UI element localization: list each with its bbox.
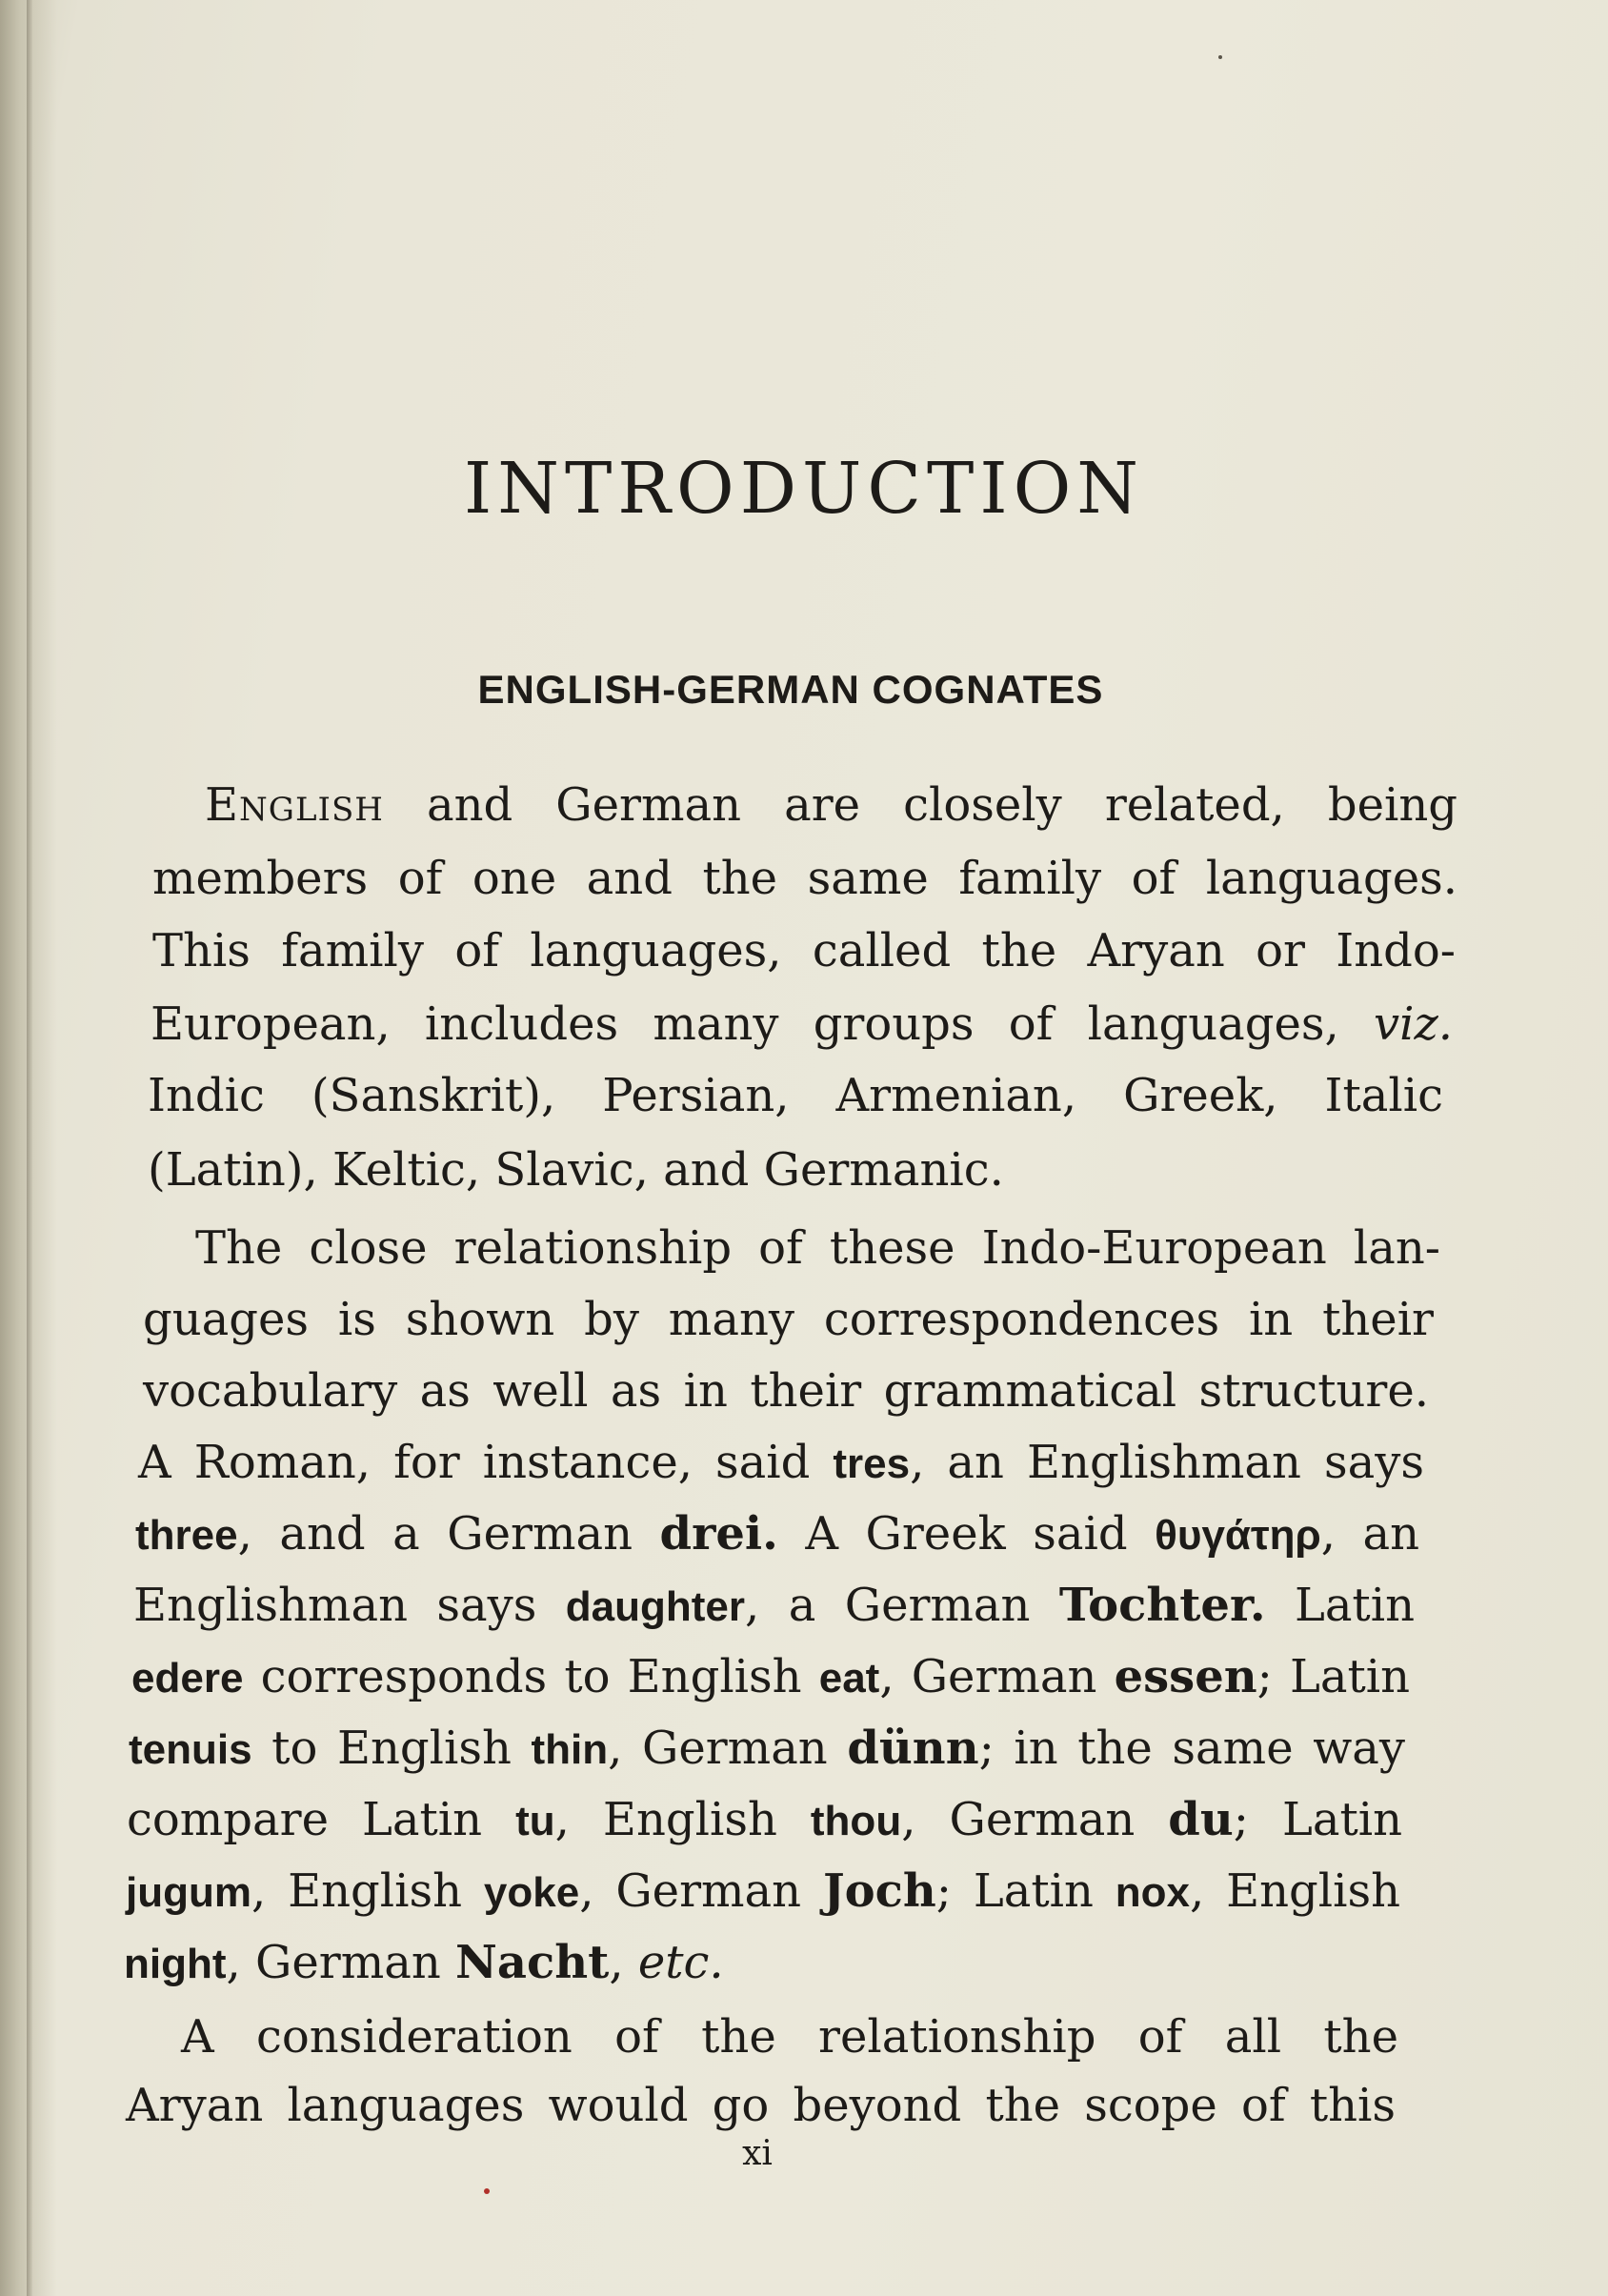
text-run: , English xyxy=(1189,1864,1401,1918)
text-run: European, includes many groups of languages, xyxy=(151,997,1374,1051)
text-line xyxy=(143,1362,1429,1420)
text-run: This family of languages, called the Aryan or Indo- xyxy=(152,924,1456,977)
text-line xyxy=(148,1141,1062,1198)
cognate-word: tres xyxy=(833,1440,911,1487)
text-run: compare Latin xyxy=(127,1793,516,1846)
text-run: Aryan languages would go beyond the scope of this xyxy=(126,2079,1396,2132)
text-line xyxy=(181,2008,1398,2065)
german-word: Tochter. xyxy=(1058,1579,1266,1632)
text-run: , and a German xyxy=(237,1507,660,1561)
text-run: corresponds to English xyxy=(243,1650,819,1703)
text-run: Englishman says xyxy=(133,1579,566,1632)
text-run: , German xyxy=(901,1793,1169,1846)
text-line xyxy=(129,1720,1405,1779)
text-line xyxy=(131,1648,1410,1707)
cognate-word: tenuis xyxy=(129,1726,252,1773)
text-run: , an Englishman says xyxy=(910,1436,1425,1489)
cognate-word: eat xyxy=(818,1655,880,1702)
text-line xyxy=(133,1577,1415,1636)
cognate-word: night xyxy=(124,1941,227,1987)
text-line xyxy=(152,850,1457,907)
cognate-word: yoke xyxy=(483,1869,580,1916)
text-line xyxy=(135,1505,1419,1564)
section-heading: ENGLISH-GERMAN COGNATES xyxy=(477,667,1104,712)
text-run: , German xyxy=(579,1864,823,1918)
german-word: Nacht xyxy=(455,1936,610,1989)
text-line xyxy=(126,1863,1400,1922)
text-line xyxy=(152,922,1456,979)
cognate-word: θυγάτηρ xyxy=(1155,1512,1321,1559)
text-run: guages is shown by many correspondences in their xyxy=(143,1293,1434,1346)
german-word: drei. xyxy=(659,1507,778,1561)
cognate-word: thou xyxy=(810,1798,902,1844)
text-line xyxy=(148,1067,1443,1124)
chapter-heading: INTRODUCTION xyxy=(463,448,1145,530)
text-run: members of one and the same family of languages. xyxy=(152,852,1457,905)
text-run: to English xyxy=(251,1722,532,1775)
text-run: , an xyxy=(1320,1507,1420,1561)
cognate-word: nox xyxy=(1115,1869,1190,1916)
ink-speck xyxy=(1218,55,1222,59)
text-line xyxy=(205,776,1457,834)
german-word: dünn xyxy=(847,1722,979,1775)
text-run: , German xyxy=(608,1722,848,1775)
text-run: ; Latin xyxy=(1256,1650,1411,1703)
text-run: , German xyxy=(879,1650,1115,1703)
text-run: etc. xyxy=(637,1936,724,1989)
cognate-word: daughter xyxy=(565,1583,746,1630)
cognate-word: tu xyxy=(515,1798,555,1844)
text-run: , English xyxy=(251,1864,484,1918)
german-word: essen xyxy=(1114,1650,1257,1703)
german-word: Joch xyxy=(822,1864,936,1918)
german-word: du xyxy=(1168,1793,1234,1846)
text-line xyxy=(143,1291,1434,1348)
text-run: A Greek said xyxy=(777,1507,1156,1561)
page-number: xi xyxy=(742,2134,773,2173)
text-run: viz. xyxy=(1373,997,1453,1051)
text-run: Indic (Sanskrit), Persian, Armenian, Greek, Italic xyxy=(148,1069,1443,1122)
text-run: ; in the same way xyxy=(978,1722,1406,1775)
cognate-word: edere xyxy=(131,1655,244,1702)
text-run: A Roman, for instance, said xyxy=(138,1436,834,1489)
text-line xyxy=(127,1791,1402,1850)
ink-speck xyxy=(484,2188,490,2194)
cognate-word: thin xyxy=(531,1726,609,1773)
text-run: (Latin), Keltic, Slavic, and Germanic. xyxy=(148,1143,1004,1197)
text-run: Latin xyxy=(1265,1579,1415,1632)
text-run: English xyxy=(205,778,384,832)
text-run: , English xyxy=(554,1793,811,1846)
text-line xyxy=(126,2077,1396,2134)
text-run: ; Latin xyxy=(1233,1793,1403,1846)
text-run: vocabulary as well as in their grammatical structure. xyxy=(143,1364,1429,1418)
text-run: ; Latin xyxy=(935,1864,1116,1918)
cognate-word: three xyxy=(135,1512,238,1559)
text-run: , xyxy=(609,1936,638,1989)
text-run: The close relationship of these Indo-European lan- xyxy=(195,1221,1440,1275)
text-line xyxy=(151,996,1453,1053)
text-run: and German are closely related, being xyxy=(383,778,1457,832)
text-line xyxy=(124,1934,991,1993)
text-run: A consideration of the relationship of all the xyxy=(181,2010,1398,2064)
text-line xyxy=(195,1219,1440,1277)
text-line xyxy=(138,1434,1424,1493)
text-run: , a German xyxy=(745,1579,1059,1632)
cognate-word: jugum xyxy=(126,1869,251,1916)
text-run: , German xyxy=(226,1936,456,1989)
